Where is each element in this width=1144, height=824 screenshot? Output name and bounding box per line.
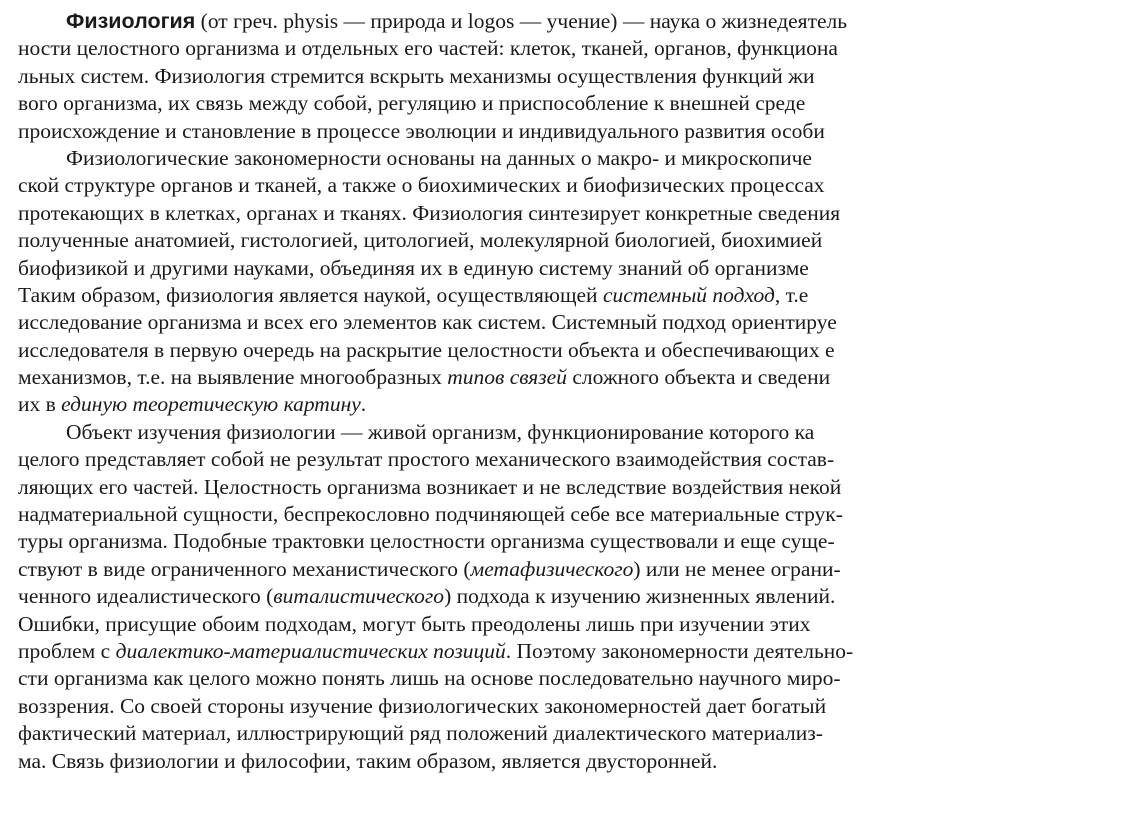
text-line xyxy=(18,446,1048,473)
text-line xyxy=(18,8,1048,35)
text-segment: ) или не менее ограни- xyxy=(633,556,841,581)
text-line xyxy=(18,172,1048,199)
text-segment: льных систем. Физиология стремится вскрыть механизмы осуществления функций жи xyxy=(18,63,815,88)
text-line xyxy=(18,693,1048,720)
text-line xyxy=(18,720,1048,747)
text-segment: туры организма. Подобные трактовки целостности организма существовали и еще суще- xyxy=(18,529,835,554)
text-line xyxy=(18,227,1048,254)
paragraph xyxy=(18,8,1048,145)
term-bold: Физиология xyxy=(66,9,196,33)
text-line xyxy=(18,419,1048,446)
text-line xyxy=(18,391,1048,418)
text-line xyxy=(18,638,1048,665)
text-segment: исследователя в первую очередь на раскрытие целостности объекта и обеспечивающих е xyxy=(18,337,835,362)
text-line xyxy=(18,665,1048,692)
text-line xyxy=(18,611,1048,638)
emphasis-italic: единую теоретическую картину xyxy=(61,392,361,417)
text-segment: (от греч. physis — природа и logos — учение) — наука о жизнедеятель xyxy=(195,9,848,33)
paragraphs-container xyxy=(18,8,1048,775)
text-segment: . xyxy=(360,392,367,417)
text-segment: целого представляет собой не результат простого механического взаимодействия состав- xyxy=(18,447,835,472)
text-segment: их в xyxy=(18,392,62,417)
text-segment: исследование организма и всех его элементов как систем. Системный подход ориентируе xyxy=(18,310,837,335)
text-line xyxy=(18,35,1048,62)
text-segment: вого организма, их связь между собой, регуляцию и приспособление к внешней среде xyxy=(18,91,806,116)
text-line xyxy=(18,200,1048,227)
text-line xyxy=(18,528,1048,555)
text-segment: Ошибки, присущие обоим подходам, могут быть преодолены лишь при изучении этих xyxy=(18,611,811,636)
text-line xyxy=(18,118,1048,145)
text-segment: ) подхода к изучению жизненных явлений. xyxy=(444,584,836,609)
text-segment: . Поэтому закономерности деятельно- xyxy=(505,638,854,663)
text-segment: протекающих в клетках, органах и тканях. Физиология синтезирует конкретные сведения xyxy=(18,200,841,225)
text-segment: сложного объекта и сведени xyxy=(566,365,831,390)
paragraph xyxy=(18,419,1048,775)
emphasis-italic: диалектико-материалистических позиций xyxy=(115,638,506,663)
text-segment: фактический материал, иллюстрирующий ряд положений диалектического материализ- xyxy=(18,721,823,746)
emphasis-italic: метафизического xyxy=(470,556,634,581)
text-line xyxy=(18,255,1048,282)
emphasis-italic: типов связей xyxy=(447,365,567,390)
text-segment: проблем с xyxy=(18,638,116,663)
text-line xyxy=(18,282,1048,309)
text-line xyxy=(18,90,1048,117)
text-segment: , т.е xyxy=(774,282,809,307)
text-line xyxy=(18,337,1048,364)
text-segment: ченного идеалистического ( xyxy=(18,584,274,609)
scanned-text-page xyxy=(18,8,1048,775)
paragraph xyxy=(18,145,1048,419)
text-segment: Таким образом, физиология является наукой, осуществляющей xyxy=(18,282,603,307)
text-segment: Объект изучения физиологии — живой организм, функционирование которого ка xyxy=(66,419,815,444)
emphasis-italic: системный подход xyxy=(602,282,775,307)
text-segment: происхождение и становление в процессе эволюции и индивидуального развития особи xyxy=(18,118,825,143)
text-segment: механизмов, т.е. на выявление многообразных xyxy=(18,365,448,390)
text-line xyxy=(18,474,1048,501)
text-segment: полученные анатомией, гистологией, цитологией, молекулярной биологией, биохимией xyxy=(18,228,823,253)
text-line xyxy=(18,583,1048,610)
text-line xyxy=(18,556,1048,583)
text-segment: ма. Связь физиологии и философии, таким образом, является двусторонней. xyxy=(18,748,718,773)
text-line xyxy=(18,145,1048,172)
emphasis-italic: виталистического xyxy=(273,584,445,609)
text-segment: воззрения. Со своей стороны изучение физиологических закономерностей дает богатый xyxy=(18,693,827,718)
text-line xyxy=(18,63,1048,90)
text-segment: ствуют в виде ограниченного механистического ( xyxy=(18,556,471,581)
text-segment: надматериальной сущности, беспрекословно подчиняющей себе все материальные струк- xyxy=(18,502,843,527)
text-line xyxy=(18,501,1048,528)
text-segment: ской структуре органов и тканей, а также о биохимических и биофизических процессах xyxy=(18,173,825,198)
text-segment: Физиологические закономерности основаны на данных о макро- и микроскопиче xyxy=(66,145,812,170)
text-segment: сти организма как целого можно понять лишь на основе последовательно научного миро- xyxy=(18,666,841,691)
text-segment: ности целостного организма и отдельных его частей: клеток, тканей, органов, функциона xyxy=(18,36,838,61)
text-segment: ляющих его частей. Целостность организма возникает и не вследствие воздействия некой xyxy=(18,474,842,499)
text-segment: биофизикой и другими науками, объединяя их в единую систему знаний об организме xyxy=(18,255,809,280)
text-line xyxy=(18,364,1048,391)
text-line xyxy=(18,309,1048,336)
text-line xyxy=(18,748,1048,775)
